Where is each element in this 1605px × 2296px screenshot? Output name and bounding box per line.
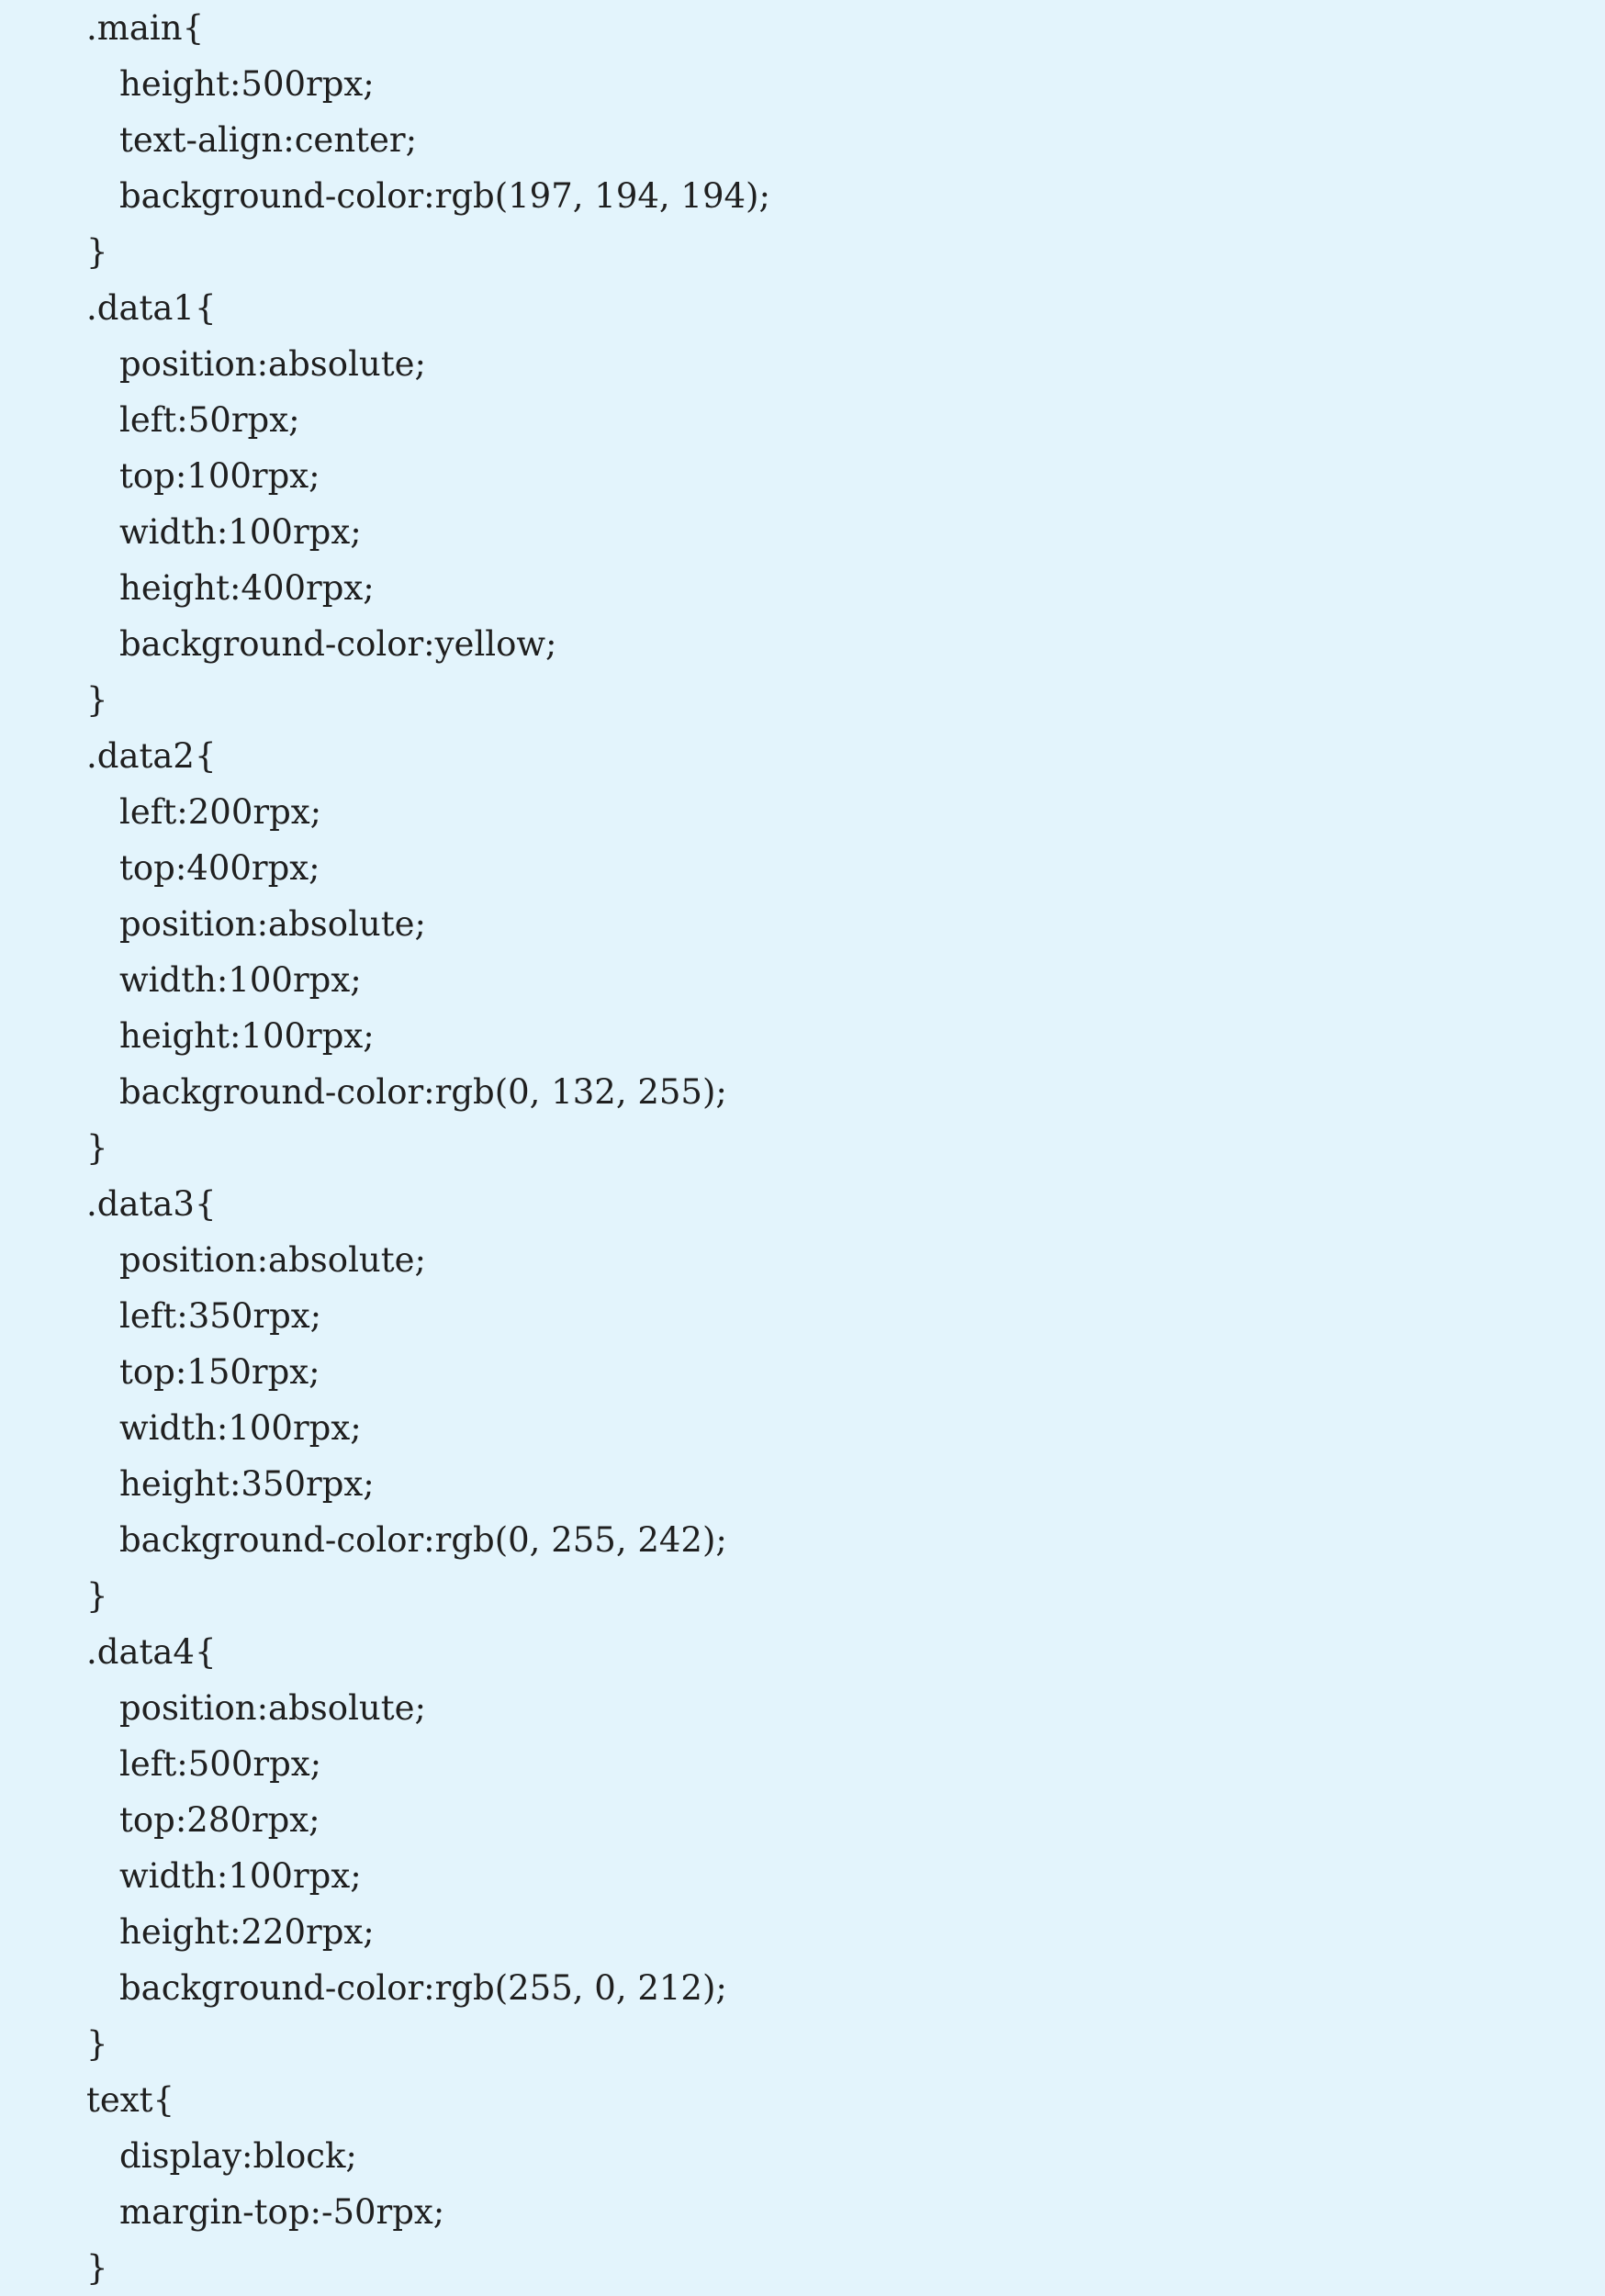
code-line-selector: .data4{ — [86, 1632, 217, 1672]
code-line-selector: } — [86, 1576, 108, 1616]
code-line-selector: } — [86, 680, 108, 720]
code-line-declaration: top:150rpx; — [119, 1352, 320, 1392]
code-line-selector: text{ — [86, 2080, 175, 2120]
code-line-declaration: top:100rpx; — [119, 456, 320, 496]
code-line-declaration: width:100rpx; — [119, 512, 362, 552]
code-line-declaration: background-color:rgb(0, 132, 255); — [119, 1072, 727, 1112]
code-line-selector: } — [86, 1128, 108, 1168]
code-line-selector: } — [86, 232, 108, 272]
code-line-declaration: margin-top:-50rpx; — [119, 2192, 445, 2232]
code-line-declaration: height:350rpx; — [119, 1464, 375, 1504]
code-line-declaration: position:absolute; — [119, 1688, 426, 1728]
code-line-declaration: display:block; — [119, 2136, 357, 2176]
code-line-declaration: height:100rpx; — [119, 1016, 375, 1056]
code-line-declaration: background-color:yellow; — [119, 624, 557, 664]
code-line-declaration: width:100rpx; — [119, 960, 362, 1000]
code-line-declaration: height:220rpx; — [119, 1912, 375, 1952]
code-line-declaration: left:500rpx; — [119, 1744, 322, 1784]
code-line-declaration: left:200rpx; — [119, 792, 322, 832]
code-line-selector: } — [86, 2024, 108, 2064]
code-line-declaration: background-color:rgb(0, 255, 242); — [119, 1520, 727, 1560]
code-line-declaration: position:absolute; — [119, 1240, 426, 1280]
code-line-selector: .data3{ — [86, 1184, 217, 1224]
code-line-declaration: position:absolute; — [119, 344, 426, 384]
code-line-declaration: background-color:rgb(255, 0, 212); — [119, 1968, 727, 2008]
code-line-selector: .data1{ — [86, 288, 217, 328]
code-line-declaration: background-color:rgb(197, 194, 194); — [119, 176, 770, 216]
code-line-declaration: top:400rpx; — [119, 848, 320, 888]
code-line-declaration: top:280rpx; — [119, 1800, 320, 1840]
code-line-declaration: height:400rpx; — [119, 568, 375, 608]
code-line-declaration: left:50rpx; — [119, 400, 300, 440]
code-line-declaration: text-align:center; — [119, 120, 418, 160]
code-line-declaration: width:100rpx; — [119, 1856, 362, 1896]
code-line-declaration: width:100rpx; — [119, 1408, 362, 1448]
code-line-selector: .data2{ — [86, 736, 217, 776]
code-line-selector: .main{ — [86, 8, 205, 48]
code-line-declaration: left:350rpx; — [119, 1296, 322, 1336]
code-line-declaration: height:500rpx; — [119, 64, 375, 104]
code-line-declaration: position:absolute; — [119, 904, 426, 944]
code-line-selector: } — [86, 2248, 108, 2288]
